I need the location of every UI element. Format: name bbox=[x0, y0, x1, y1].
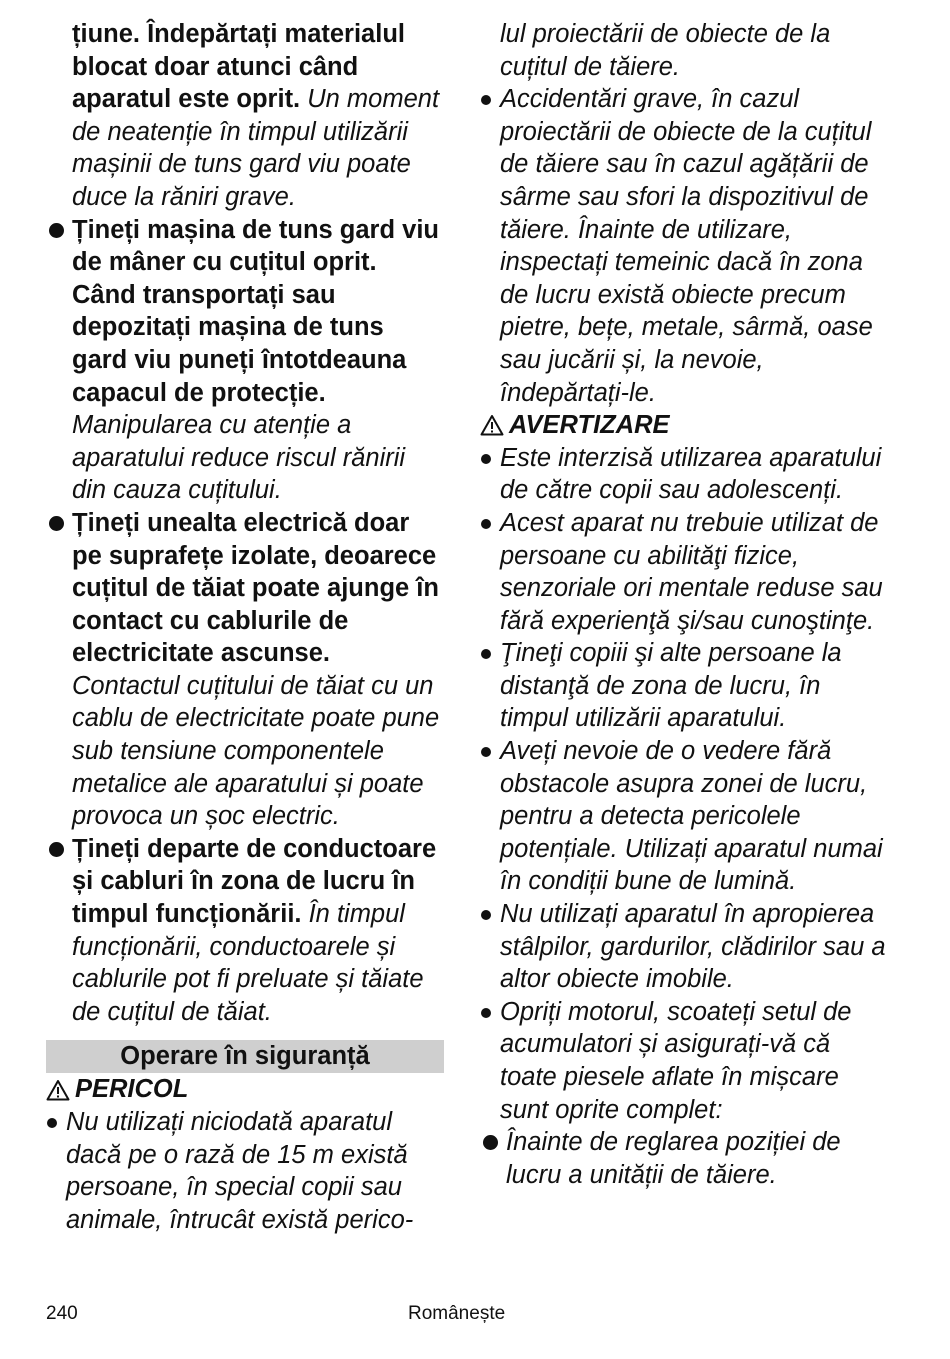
bullet-italic-text: Contactul cuțitului de tăiat cu un cablu de electricitate poate pune sub tensiune componentele metalice ale aparatului și poate provoca un șoc electric. bbox=[72, 671, 440, 831]
warning-item-text: Este interzisă utilizarea aparatului de către copii sau adolescenți. bbox=[500, 443, 882, 505]
intro-paragraph bbox=[46, 18, 444, 214]
right-column bbox=[480, 18, 890, 1191]
bullet-italic-text: Manipularea cu atenție a aparatului reduce riscul rănirii din cauza cuțitului. bbox=[72, 411, 406, 505]
danger-item bbox=[480, 83, 890, 409]
danger-item bbox=[46, 1106, 444, 1236]
intro-italic-text: Un moment de neatenție în timpul utilizării mașinii de tuns gard viu poate duce la răniri grave. bbox=[72, 85, 440, 211]
warning-triangle-icon bbox=[480, 414, 504, 436]
warning-item bbox=[480, 735, 890, 898]
warning-heading bbox=[480, 409, 890, 442]
bullet-italic-text: În timpul funcționării, conductoarele și cablurile pot fi preluate și tăiate de cuțitul de tăiat. bbox=[72, 900, 424, 1026]
language-label: Românește bbox=[408, 1303, 506, 1324]
danger-item-text: Accidentări grave, în cazul proiectării de obiecte de la cuțitul de tăiere sau în cazul agățării de sârme sau sfori la dispozitivul de tăiere. Înainte de utilizare, inspectați temeinic dacă în zona de lucru există obiecte precum pietre, bețe, metale, sârmă, oase sau jucării și, la nevoie, îndepărtați-le. bbox=[500, 85, 873, 407]
small-bullet-icon bbox=[481, 1008, 491, 1018]
bullet-dot-icon bbox=[483, 1135, 498, 1150]
continuation-text: lul proiectării de obiecte de la cuțitul de tăiere. bbox=[500, 20, 831, 81]
warning-item-text: Opriți motorul, scoateți setul de acumulatori și asigurați-vă că toate piesele aflate în mișcare sunt oprite complet: bbox=[500, 997, 852, 1124]
small-bullet-icon bbox=[481, 519, 491, 529]
section-heading: Operare în siguranță bbox=[46, 1040, 444, 1073]
danger-item-text: Nu utilizați niciodată aparatul dacă pe o rază de 15 m există persoane, în special copii sau animale, întrucât există perico- bbox=[66, 1108, 414, 1234]
safety-bullet bbox=[46, 833, 444, 1029]
bullet-bold-text: Țineți mașina de tuns gard viu de mâner cu cuțitul oprit. Când transportați sau depozitați mașina de tuns gard viu puneți întotdeauna capacul de protecție. bbox=[72, 215, 439, 407]
bullet-bold-text: Țineți unealta electrică doar pe suprafețe izolate, deoarece cuțitul de tăiat poate ajunge în contact cu cablurile de electricitate ascunse. bbox=[72, 508, 439, 668]
warning-item bbox=[480, 898, 890, 996]
warning-label: AVERTIZARE bbox=[509, 411, 670, 440]
small-bullet-icon bbox=[481, 747, 491, 757]
bullet-dot-icon bbox=[49, 516, 64, 531]
bullet-bold-text: Țineți departe de conductoare și cabluri în zona de lucru în timpul funcționării. bbox=[72, 834, 437, 929]
sub-bullet-text: Înainte de reglarea poziției de lucru a unității de tăiere. bbox=[506, 1128, 841, 1189]
warning-triangle-icon bbox=[46, 1079, 70, 1101]
sub-bullet-item bbox=[480, 1126, 890, 1191]
intro-bold-text: țiune. Îndepărtați materialul blocat doar atunci când aparatul este oprit. bbox=[72, 20, 405, 114]
warning-item-text: Nu utilizați aparatul în apropierea stâlpilor, gardurilor, clădirilor sau a altor obiecte imobile. bbox=[500, 900, 886, 994]
small-bullet-icon bbox=[47, 1118, 57, 1128]
page-number: 240 bbox=[46, 1303, 78, 1324]
warning-item bbox=[480, 442, 890, 507]
safety-bullet bbox=[46, 214, 444, 507]
warning-item bbox=[480, 507, 890, 637]
warning-item bbox=[480, 637, 890, 735]
safety-bullet bbox=[46, 507, 444, 833]
small-bullet-icon bbox=[481, 910, 491, 920]
warning-item bbox=[480, 996, 890, 1126]
danger-label: PERICOL bbox=[75, 1075, 189, 1104]
bullet-dot-icon bbox=[49, 223, 64, 238]
warning-item-text: Aveți nevoie de o vedere fără obstacole asupra zonei de lucru, pentru a detecta pericolele potențiale. Utilizați aparatul numai în condiții bune de lumină. bbox=[500, 737, 883, 896]
small-bullet-icon bbox=[481, 649, 491, 659]
small-bullet-icon bbox=[481, 95, 491, 105]
danger-heading bbox=[46, 1073, 444, 1106]
bullet-dot-icon bbox=[49, 842, 64, 857]
small-bullet-icon bbox=[481, 454, 491, 464]
left-column bbox=[46, 18, 444, 1236]
warning-item-text: Acest aparat nu trebuie utilizat de persoane cu abilităţi fizice, senzoriale ori mentale reduse sau fără experienţă şi/sau cunoştinţe. bbox=[500, 508, 883, 635]
warning-item-text: Ţineţi copiii şi alte persoane la distanţă de zona de lucru, în timpul utilizării aparatului. bbox=[500, 639, 842, 733]
